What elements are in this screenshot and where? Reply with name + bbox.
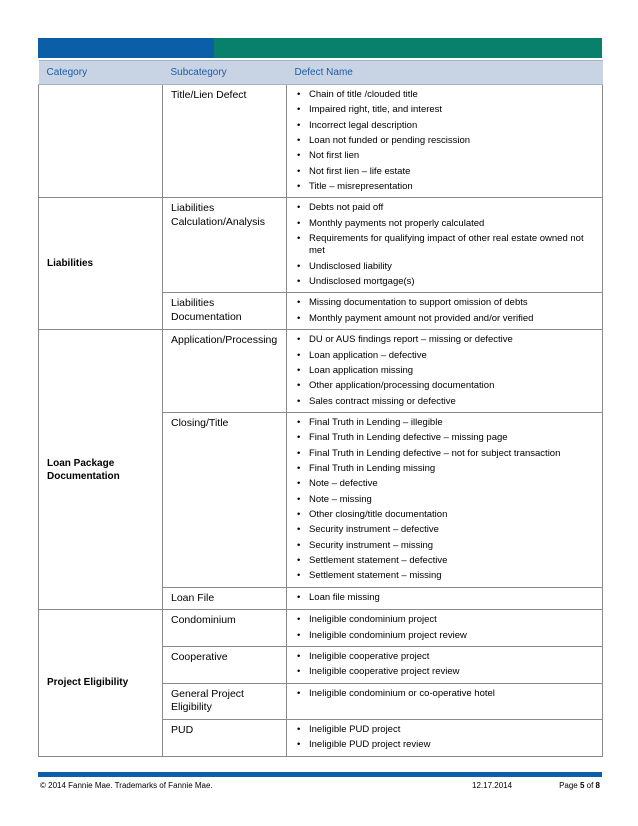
header-color-bar: [38, 38, 602, 58]
defect-item: • Ineligible cooperative project: [295, 651, 596, 663]
defect-list: [295, 334, 596, 408]
defect-item: • Security instrument – missing: [295, 540, 596, 552]
defect-cell: [287, 85, 603, 198]
subcategory-cell: Title/Lien Defect: [163, 85, 287, 198]
defect-item: • Other closing/title documentation: [295, 509, 596, 521]
defect-item: • Not first lien – life estate: [295, 166, 596, 178]
defect-list: [295, 688, 596, 700]
subcategory-cell: General Project Eligibility: [163, 683, 287, 719]
defect-item: • Security instrument – defective: [295, 524, 596, 536]
defect-item: • Loan not funded or pending rescission: [295, 135, 596, 147]
defect-item: • Ineligible PUD project review: [295, 739, 596, 751]
header-bar-blue: [38, 38, 214, 58]
defect-cell: [287, 683, 603, 719]
table-header-row: [39, 61, 603, 85]
defect-item: • Ineligible PUD project: [295, 724, 596, 736]
defect-item: • Final Truth in Lending missing: [295, 463, 596, 475]
defect-list: [295, 417, 596, 583]
page-prefix: Page: [559, 781, 580, 790]
table-row: [39, 198, 603, 293]
defect-cell: [287, 587, 603, 610]
defect-item: • Not first lien: [295, 150, 596, 162]
defect-item: • Sales contract missing or defective: [295, 396, 596, 408]
defect-item: • Monthly payment amount not provided and/or verified: [295, 313, 596, 325]
defect-cell: [287, 330, 603, 413]
defect-item: • Undisclosed mortgage(s): [295, 276, 596, 288]
defect-item: • Missing documentation to support omission of debts: [295, 297, 596, 309]
subcategory-cell: PUD: [163, 719, 287, 756]
page-current: 5: [579, 781, 585, 790]
category-cell: Liabilities: [39, 198, 163, 330]
defect-item: • Loan application – defective: [295, 350, 596, 362]
defect-item: • Settlement statement – defective: [295, 555, 596, 567]
subcategory-cell: Condominium: [163, 610, 287, 647]
defect-item: • Impaired right, title, and interest: [295, 104, 596, 116]
defect-item: • DU or AUS findings report – missing or defective: [295, 334, 596, 346]
defect-item: • Settlement statement – missing: [295, 570, 596, 582]
defect-item: • Requirements for qualifying impact of other real estate owned not met: [295, 233, 596, 258]
defect-item: • Loan application missing: [295, 365, 596, 377]
defect-item: • Monthly payments not properly calculated: [295, 218, 596, 230]
defect-table: [38, 60, 603, 757]
defect-item: • Ineligible cooperative project review: [295, 666, 596, 678]
defect-item: • Final Truth in Lending defective – not for subject transaction: [295, 448, 596, 460]
defect-item: • Note – defective: [295, 478, 596, 490]
defect-item: • Final Truth in Lending – illegible: [295, 417, 596, 429]
defect-list: [295, 724, 596, 752]
subcategory-cell: Cooperative: [163, 646, 287, 683]
defect-item: • Loan file missing: [295, 592, 596, 604]
footer-copyright: © 2014 Fannie Mae. Trademarks of Fannie Mae.: [40, 781, 213, 790]
defect-cell: [287, 610, 603, 647]
subcategory-cell: Liabilities Documentation: [163, 293, 287, 330]
subcategory-cell: Loan File: [163, 587, 287, 610]
defect-cell: [287, 646, 603, 683]
table-row: [39, 85, 603, 198]
defect-item: • Other application/processing documentation: [295, 380, 596, 392]
category-cell: Loan Package Documentation: [39, 330, 163, 610]
defect-item: • Debts not paid off: [295, 202, 596, 214]
page-of: of: [584, 781, 596, 790]
defect-cell: [287, 719, 603, 756]
defect-item: • Note – missing: [295, 494, 596, 506]
defect-list: [295, 651, 596, 679]
defect-item: • Title – misrepresentation: [295, 181, 596, 193]
category-cell: [39, 85, 163, 198]
column-header-category: Category: [39, 61, 163, 85]
page-total: 8: [595, 781, 600, 790]
column-header-subcategory: Subcategory: [163, 61, 287, 85]
footer-color-bar: [38, 772, 602, 777]
column-header-defect-name: Defect Name: [287, 61, 603, 85]
defect-list: [295, 614, 596, 642]
defect-list: [295, 592, 596, 604]
footer-date: 12.17.2014: [472, 781, 513, 790]
category-cell: Project Eligibility: [39, 610, 163, 756]
defect-item: • Ineligible condominium project review: [295, 630, 596, 642]
subcategory-cell: Application/Processing: [163, 330, 287, 413]
subcategory-cell: Closing/Title: [163, 412, 287, 587]
subcategory-cell: Liabilities Calculation/Analysis: [163, 198, 287, 293]
defect-cell: [287, 293, 603, 330]
defect-cell: [287, 412, 603, 587]
defect-list: [295, 297, 596, 325]
table-row: [39, 610, 603, 647]
defect-list: [295, 202, 596, 288]
footer-page-number: [559, 781, 600, 790]
defect-item: • Incorrect legal description: [295, 120, 596, 132]
defect-item: • Chain of title /clouded title: [295, 89, 596, 101]
defect-item: • Undisclosed liability: [295, 261, 596, 273]
defect-table-body: [39, 85, 603, 757]
table-row: [39, 330, 603, 413]
defect-cell: [287, 198, 603, 293]
defect-list: [295, 89, 596, 193]
defect-item: • Ineligible condominium project: [295, 614, 596, 626]
defect-item: • Ineligible condominium or co-operative hotel: [295, 688, 596, 700]
defect-item: • Final Truth in Lending defective – missing page: [295, 432, 596, 444]
header-bar-green: [214, 38, 602, 58]
